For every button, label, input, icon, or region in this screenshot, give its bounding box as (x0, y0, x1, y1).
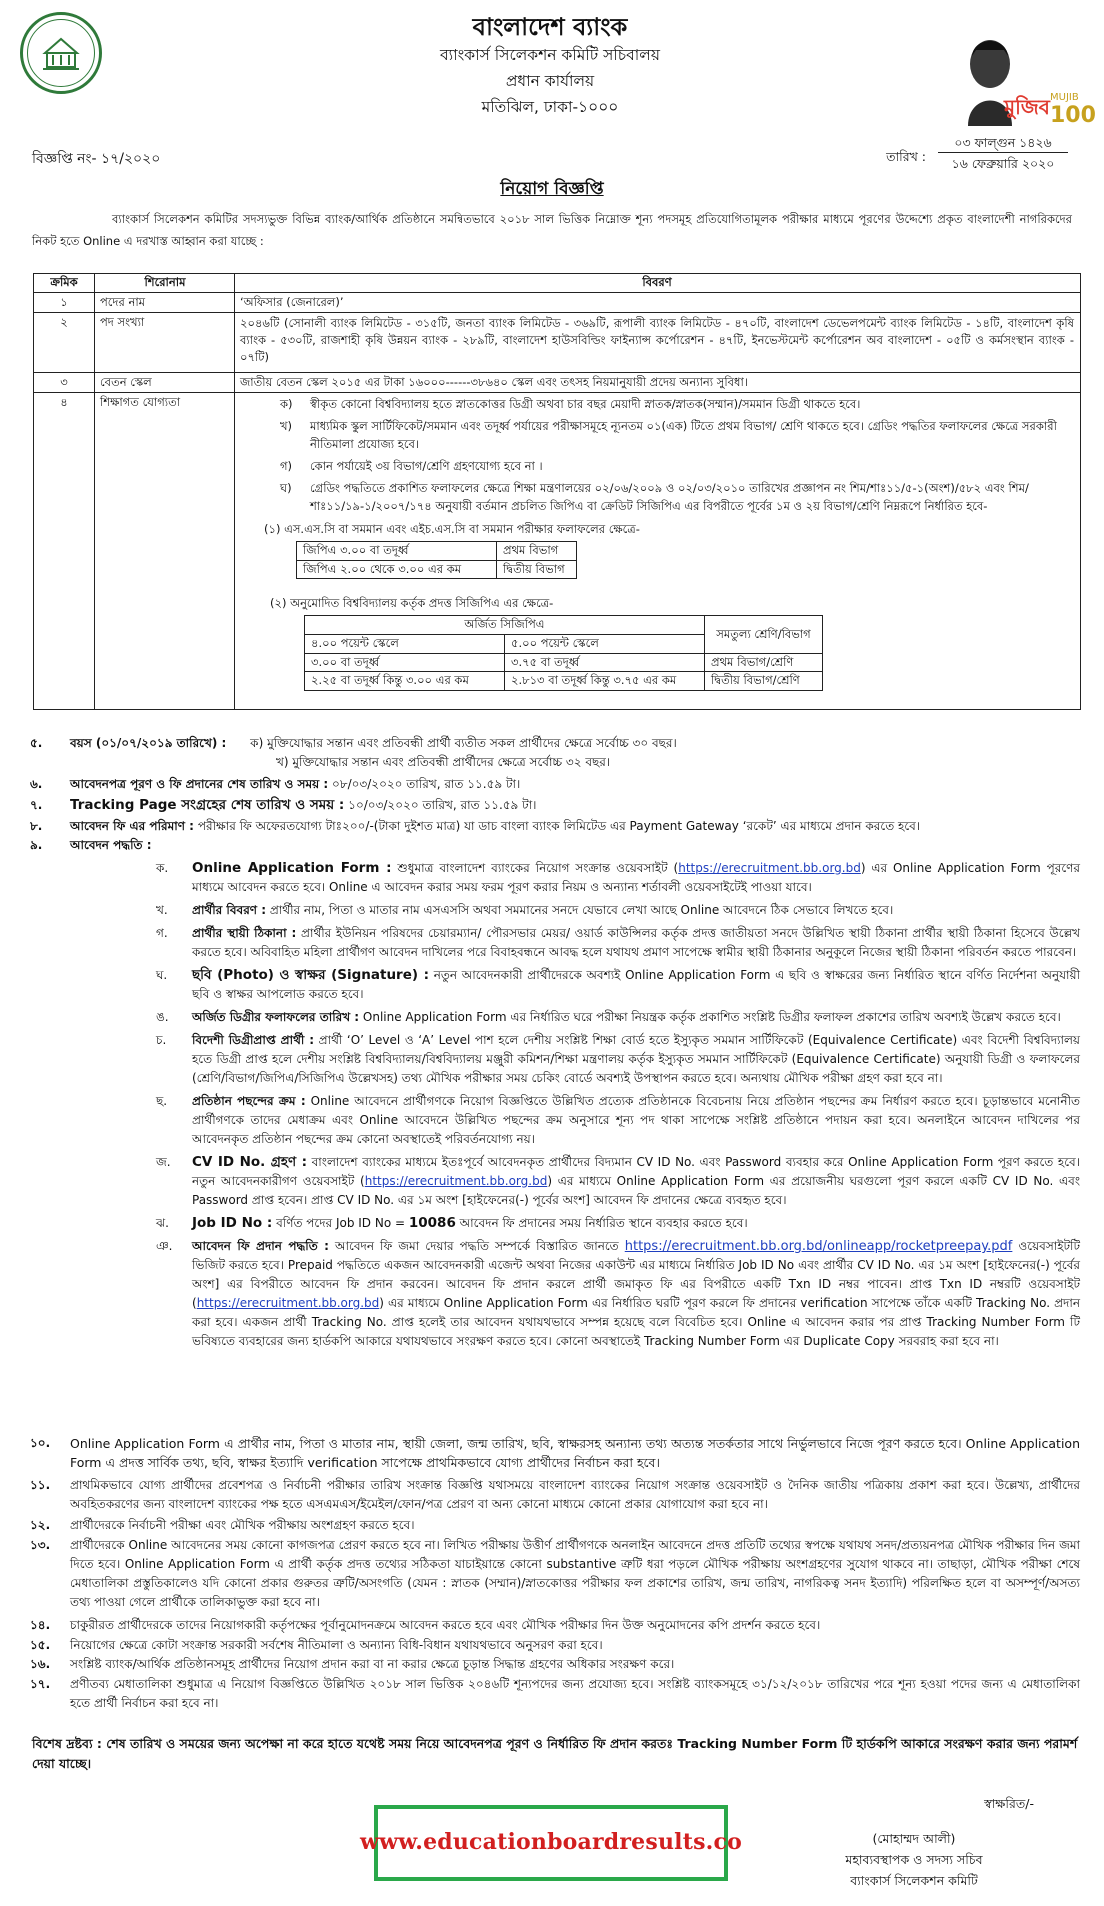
date-bangla: ০৩ ফাল্গুন ১৪২৬ (938, 134, 1068, 153)
row-desc: জাতীয় বেতন স্কেল ২০১৫ এর টাকা ১৬০০০------৩৮৬৪০ স্কেল এবং তৎসহ নিয়মানুযায়ী প্রদেয় অন্যান্য সুবিধা। (240, 375, 748, 389)
section-10: ১০. Online Application Form এ প্রার্থীর নাম, পিতা ও মাতার নাম, স্থায়ী জেলা, জন্ম তারিখ, ছবি, স্বাক্ষরসহ অন্যান্য তথ্য অত্যন্ত সতর্কতার সাথে নির্ভুলভাবে নিজে পূরণ করতে হবে। Online Application Form এ প্রদত্ত সার্বিক তথ্য, ছবি, স্বাক্ষর ইত্যাদি verification সাপেক্ষে প্রাথমিকভাবে যোগ্য প্রার্থীদের নির্বাচন করা হবে। (30, 1436, 1080, 1470)
list-item: জ. CV ID No. গ্রহণ : বাংলাদেশ ব্যাংকের মাধ্যমে ইতঃপূর্বে আবেদনকৃত প্রার্থীদের বিদ্যমান CV ID No. এবং Password ব্যবহার করে Online Application Form পূরণ করতে হবে। নতুন আবেদনকারীগণ ওয়েবসাইট (https://erecruitment.bb.org.bd) এর মাধ্যমে Online Application Form এর প্রয়োজনীয় ঘরগুলো পূরণ করলে একটি CV ID No. এবং Password প্রাপ্ত হবেন। প্রাপ্ত CV ID No. এর ১ম অংশ [হাইফেনের(-) পূর্বের অংশ] আবেদন ফি প্রদানের ক্ষেত্রে ব্যবহৃত হবে। (156, 1154, 1080, 1207)
erecruitment-link[interactable]: https://erecruitment.bb.org.bd (196, 1296, 380, 1310)
table-row (34, 312, 1080, 372)
section-11: ১১. প্রাথমিকভাবে যোগ্য প্রার্থীদের প্রবেশপত্র ও নির্বাচনী পরীক্ষার তারিখ সংক্রান্ত বিজ্ঞপ্তি যথাসময়ে বাংলাদেশ ব্যাংকের নিয়োগ সংক্রান্ত ওয়েবসাইট ও দৈনিক জাতীয় পত্রিকায় প্রকাশ করা হবে। উল্লেখ্য, প্রার্থীদের অবহিতকরণের জন্য বাংলাদেশ ব্যাংকের পক্ষ হতে এসএমএস/ইমেইল/ফোন/পত্র প্রেরণ বা অন্য কোনো মাধ্যমে কোনো প্রকার যোগাযোগ করা হবে না। (30, 1478, 1080, 1511)
list-item: ঘ. ছবি (Photo) ও স্বাক্ষর (Signature) : নতুন আবেদনকারী প্রার্থীদেরকে অবশ্যই Online Application Form এ ছবি ও স্বাক্ষরের জন্য নির্ধারিত স্থানে বর্ণিত নির্দেশনা অনুযায়ী ছবি ও স্বাক্ষর আপলোড করতে হবে। (156, 967, 1081, 1001)
post-details-table (33, 273, 1081, 710)
ssc-heading: (১) এস.এস.সি বা সমমান এবং এইচ.এস.সি বা সমমান পরীক্ষার ফলাফলের ক্ষেত্রে- (264, 522, 640, 536)
org-name: বাংলাদেশ ব্যাংক (472, 13, 628, 41)
cgpa-table: অর্জিত সিজিপিএ সমতুল্য শ্রেণি/বিভাগ ৪.০০ পয়েন্ট স্কেলে ৫.০০ পয়েন্ট স্কেলে ৩.০০ বা তদূর্ধ্ব ৩.৭৫ বা তদূর্ধ্ব প্রথম বিভাগ/শ্রেণি ২.২৫ বা তদূর্ধ্ব কিন্তু ৩.০০ এর কম ২.৮১৩ বা তদূর্ধ্ব কিন্তু ৩.৭৫ এর কম দ্বিতীয় বিভাগ/শ্রেণি (304, 615, 823, 691)
mujib-centenary-logo (938, 22, 1096, 128)
date-label: তারিখ : (886, 149, 926, 164)
section-13: ১৩. প্রার্থীদেরকে Online আবেদনের সময় কোনো কাগজপত্র প্রেরণ করতে হবে না। লিখিত পরীক্ষায় উত্তীর্ণ প্রার্থীগণকে অনলাইন আবেদনে প্রদত্ত প্রতিটি তথ্যের স্বপক্ষে যথাযথ সনদ/প্রত্যয়নপত্র মৌখিক পরীক্ষার দিন জমা দিতে হবে। Online Application Form এ প্রার্থী কর্তৃক প্রদত্ত তথ্যের সঠিকতা যাচাইয়ান্তে কোনো substantive ত্রুটি ধরা পড়লে মৌখিক পরীক্ষায় অংশগ্রহণের সুযোগ থাকবে না। তাছাড়া, মৌখিক পরীক্ষা শেষে মেধাতালিকা প্রস্তুতিকালেও যদি কোনো প্রকার গুরুতর ত্রুটি/অসংগতি (যেমন : স্নাতক (সম্মান)/স্নাতকোত্তর পরীক্ষার ফল প্রকাশের তারিখ, জন্ম তারিখ, নাগরিকত্ব সনদ ইত্যাদি) পরিলক্ষিত হলে বা অসম্পূর্ণ/অসত্য তথ্য পাওয়া গেলে প্রার্থীকে তালিকাভুক্ত করা হবে না। (30, 1538, 1080, 1609)
erecruitment-link[interactable]: https://erecruitment.bb.org.bd (364, 1174, 548, 1188)
ssc-grade-table: জিপিএ ৩.০০ বা তদূর্ধ্ব প্রথম বিভাগ জিপিএ ২.০০ থেকে ৩.০০ এর কম দ্বিতীয় বিভাগ (296, 541, 577, 579)
list-item: ঙ. অর্জিত ডিগ্রীর ফলাফলের তারিখ : Online Application Form এর নির্ধারিত ঘরে পরীক্ষা নিয়ন্ত্রক কর্তৃক প্রকাশিত সংশ্লিষ্ট ডিগ্রীর ফলাফল প্রকাশের তারিখ অবশ্যই উল্লেখ করতে হবে। (156, 1010, 1061, 1024)
list-item: ক. Online Application Form : শুধুমাত্র বাংলাদেশ ব্যাংকের নিয়োগ সংক্রান্ত ওয়েবসাইট (https://erecruitment.bb.org.bd) এর Online Application Form পূরণের মাধ্যমে আবেদন করতে হবে। Online এ আবেদন করার সময় ফরম পূরণ করার নিয়ম ও অন্যান্য শর্তাবলী ওয়েবসাইটেই পাওয়া যাবে। (156, 860, 1081, 894)
bank-emblem-icon (39, 31, 83, 75)
table-row (34, 292, 1080, 312)
special-note: বিশেষ দ্রষ্টব্য : শেষ তারিখ ও সময়ের জন্য অপেক্ষা না করে হাতে যথেষ্ট সময় নিয়ে আবেদনপত্র পূরণ ও নির্ধারিত ফি প্রদান করতঃ Tracking Number Form টি হার্ডকপি আকারে সংরক্ষণ করার জন্য পরামর্শ দেয়া যাচ্ছে। (32, 1736, 1078, 1771)
list-item: গ) কোন পর্যায়েই ৩য় বিভাগ/শ্রেণি গ্রহণযোগ্য হবে না । (280, 459, 543, 473)
svg-text:MUJIB: MUJIB (1050, 92, 1079, 103)
section-15: ১৫. নিয়োগের ক্ষেত্রে কোটা সংক্রান্ত সরকারী সর্বশেষ নীতিমালা ও অন্যান্য বিধি-বিধান যথাযথভাবে অনুসরণ করা হবে। (30, 1638, 603, 1652)
row-title: বেতন স্কেল (100, 375, 152, 389)
notice-number: বিজ্ঞপ্তি নং- ১৭/২০২০ (32, 151, 161, 167)
col-serial-header: ক্রমিক (50, 275, 78, 289)
section-fee: ৮. আবেদন ফি এর পরিমাণ : পরীক্ষার ফি অফেরতযোগ্য টাঃ২০০/-(টাকা দুইশত মাত্র) যা ডাচ বাংলা ব্যাংক লিমিটেড এর Payment Gateway ‘রকেট’ এর মাধ্যমে প্রদান করতে হবে। (30, 819, 921, 833)
row-title: শিক্ষাগত যোগ্যতা (100, 395, 181, 409)
list-item: ঞ. আবেদন ফি প্রদান পদ্ধতি : আবেদন ফি জমা দেয়ার পদ্ধতি সম্পর্কে বিস্তারিত জানতে https://erecruitment.bb.org.bd/onlineapp/rocketpreepay.pdf ওয়েবসাইটটি ভিজিট করতে হবে। Prepaid পদ্ধতিতে একজন আবেদনকারী এজেন্ট অথবা নিজের একাউন্ট এর মাধ্যমে নির্ধারিত Job ID No এবং প্রার্থীর CV ID No. এর ১ম অংশ [হাইফেনের(-) পূর্বের অংশ] এর বিপরীতে আবেদন ফি প্রদান করবেন। আবেদন ফি প্রদান করলে প্রার্থী জমাকৃত ফি এর বিপরীতে একটি Txn ID নম্বর পাবেন। প্রাপ্ত Txn ID নম্বরটি ওয়েবসাইট (https://erecruitment.bb.org.bd) এর মাধ্যমে Online Application Form এর নির্ধারিত ঘরটি পূরণ করলে ফি প্রদানের verification সাপেক্ষে তাঁকে একটি Tracking No. প্রদান করা হবে। একজন প্রার্থী Tracking No. প্রাপ্ত হলেই তার আবেদন যথাযথভাবে সম্পন্ন হয়েছে বলে বিবেচিত হবে। Online এ আবেদন করার পর প্রাপ্ত Tracking Number Form টি ভবিষ্যতে ব্যবহারের জন্য হার্ডকপি আকারে যথাযথভাবে সংরক্ষণ করতে হবে। কোনো অবস্থাতেই Tracking Number Form এর Duplicate Copy সরবরাহ করা হবে না। (156, 1239, 1080, 1348)
svg-text:100: 100 (1050, 103, 1096, 128)
table-row-qualification (34, 392, 1080, 710)
signatory-designation: মহাব্যবস্থাপক ও সদস্য সচিব (845, 1852, 983, 1867)
list-item: ঝ. Job ID No : বর্ণিত পদের Job ID No = 10086 আবেদন ফি প্রদানের সময় নির্ধারিত স্থানে ব্যবহার করতে হবে। (156, 1215, 748, 1231)
page-title: নিয়োগ বিজ্ঞপ্তি (500, 179, 604, 199)
office-name: প্রধান কার্যালয় (505, 72, 595, 90)
watermark-text: www.educationboardresults.co (360, 1829, 742, 1856)
list-item: চ. বিদেশী ডিগ্রীপ্রাপ্ত প্রার্থী : প্রার্থী ‘O’ Level ও ‘A’ Level পাশ হলে দেশীয় সংশ্লিষ্ট শিক্ষা বোর্ড হতে ইস্যুকৃত সমমান সার্টিফিকেট (Equivalence Certificate) এবং বিদেশী বিশ্ববিদ্যালয় হতে ডিগ্রী প্রাপ্ত হলে দেশীয় সংশ্লিষ্ট বিশ্ববিদ্যালয়/বিশ্ববিদ্যালয় মঞ্জুরী কমিশন/শিক্ষা মন্ত্রণালয় কর্তৃক ইস্যুকৃত সমমান সার্টিফিকেট (Equivalence Certificate) অনুযায়ী ডিগ্রী ও ফলাফলের (শ্রেণি/বিভাগ/জিপিএ/সিজিপিএ উল্লেখসহ) তথ্য মৌখিক পরীক্ষার সময় চেকিং বোর্ডে অবশ্যই উপস্থাপন করতে হবে। অন্যথায় মৌখিক পরীক্ষা গ্রহণ করা হবে না। (156, 1033, 1080, 1085)
uni-heading: (২) অনুমোদিত বিশ্ববিদ্যালয় কর্তৃক প্রদত্ত সিজিপিএ এর ক্ষেত্রে- (270, 596, 554, 611)
section-application-method: ৯. আবেদন পদ্ধতি : ক. Online Application Form : শুধুমাত্র বাংলাদেশ ব্যাংকের নিয়োগ সংক্রান্ত ওয়েবসাইট (https://erecruitment.bb.org.bd) এর Online Application Form পূরণের মাধ্যমে আবেদন করতে হবে। Online এ আবেদন করার সময় ফরম পূরণ করার নিয়ম ও অন্যান্য শর্তাবলী ওয়েবসাইটেই পাওয়া যাবে। খ. প্রার্থীর বিবরণ : প্রার্থীর নাম, পিতা ও মাতার নাম এসএসসি অথবা সমমানের সনদে যেভাবে লেখা আছে Online আবেদনে ঠিক সেভাবে লিখতে হবে। গ. প্রার্থীর স্থায়ী ঠিকানা : প্রার্থীর ইউনিয়ন পরিষদের চেয়ারম্যান/ পৌরসভার মেয়র/ ওয়ার্ড কাউন্সিলর কর্তৃক প্রদত্ত জাতীয়তা সনদে উল্লিখিত স্থায়ী ঠিকানা প্রার্থীর স্থায়ী ঠিকানা হিসেবে উল্লেখ করতে হবে। অবিবাহিত মহিলা প্রার্থীগণ আবেদন দাখিলের পরে বিবাহবন্ধনে আবদ্ধ হলে যথাযথ প্রমাণ সাপেক্ষে স্বামীর স্থায়ী ঠিকানার অনুকূলে নিজের স্থায়ী ঠিকানা পরিবর্তন করতে পারবেন। ঘ. ছবি (Photo) ও স্বাক্ষর (Signature) : নতুন আবেদনকারী প্রার্থীদেরকে অবশ্যই Online Application Form এ ছবি ও স্বাক্ষরের জন্য নির্ধারিত স্থানে বর্ণিত নির্দেশনা অনুযায়ী ছবি ও স্বাক্ষর আপলোড করতে হবে। ঙ. অর্জিত ডিগ্রীর ফলাফলের তারিখ : Online Application Form এর নির্ধারিত ঘরে পরীক্ষা নিয়ন্ত্রক কর্তৃক প্রকাশিত সংশ্লিষ্ট ডিগ্রীর ফলাফল প্রকাশের তারিখ অবশ্যই উল্লেখ করতে হবে। চ. বিদেশী ডিগ্রীপ্রাপ্ত প্রার্থী : প্রার্থী ‘O’ Level ও ‘A’ Level পাশ হলে দেশীয় সংশ্লিষ্ট শিক্ষা বোর্ড হতে ইস্যুকৃত সমমান সার্টিফিকেট (Equivalence Certificate) এবং বিদেশী বিশ্ববিদ্যালয় হতে ডিগ্রী প্রাপ্ত হলে দেশীয় সংশ্লিষ্ট বিশ্ববিদ্যালয়/বিশ্ববিদ্যালয় মঞ্জুরী কমিশন/শিক্ষা মন্ত্রণালয় কর্তৃক ইস্যুকৃত সমমান সার্টিফিকেট (Equivalence Certificate) অনুযায়ী ডিগ্রী ও ফলাফলের (শ্রেণি/বিভাগ/জিপিএ/সিজিপিএ উল্লেখসহ) তথ্য মৌখিক পরীক্ষার সময় চেকিং বোর্ডে অবশ্যই উপস্থাপন করতে হবে। অন্যথায় মৌখিক পরীক্ষা গ্রহণ করা হবে না। ছ. প্রতিষ্ঠান পছন্দের ক্রম : Online আবেদনে প্রার্থীগণকে নিয়োগ বিজ্ঞপ্তিতে উল্লিখিত প্রত্যেক প্রতিষ্ঠানকে বিবেচনায় নিয়ে প্রতিষ্ঠান পছন্দের ক্রম নির্ধারণ করতে হবে। চূড়ান্তভাবে মনোনীত প্রার্থীগণকে তাদের মেধাক্রম এবং Online আবেদনে উল্লিখিত পছন্দের ক্রম অনুসারে শূন্য পদ থাকা সাপেক্ষে সংশ্লিষ্ট প্রতিষ্ঠানে পদায়ন করা হবে। অনলাইনে আবেদন দাখিলের পর আবেদনকৃত প্রতিষ্ঠান পছন্দের ক্রম কোনো অবস্থাতেই পরিবর্তনযোগ্য নয়। জ. CV ID No. গ্রহণ : বাংলাদেশ ব্যাংকের মাধ্যমে ইতঃপূর্বে আবেদনকৃত প্রার্থীদের বিদ্যমান CV ID No. এবং Password ব্যবহার করে Online Application Form পূরণ করতে হবে। নতুন আবেদনকারীগণ ওয়েবসাইট (https://erecruitment.bb.org.bd) এর মাধ্যমে Online Application Form এর প্রয়োজনীয় ঘরগুলো পূরণ করলে একটি CV ID No. এবং Password প্রাপ্ত হবেন। প্রাপ্ত CV ID No. এর ১ম অংশ [হাইফেনের(-) পূর্বের অংশ] আবেদন ফি প্রদানের ক্ষেত্রে ব্যবহৃত হবে। ঝ. Job ID No : বর্ণিত পদের Job ID No = 10086 আবেদন ফি প্রদানের সময় নির্ধারিত স্থানে ব্যবহার করতে হবে। ঞ. আবেদন ফি প্রদান পদ্ধতি : আবেদন ফি জমা দেয়ার পদ্ধতি সম্পর্কে বিস্তারিত জানতে https://erecruitment.bb.org.bd/onlineapp/rocketpreepay.pdf ওয়েবসাইটটি ভিজিট করতে হবে। Prepaid পদ্ধতিতে একজন আবেদনকারী এজেন্ট অথবা নিজের একাউন্ট এর মাধ্যমে নির্ধারিত Job ID No এবং প্রার্থীর CV ID No. এর ১ম অংশ [হাইফেনের(-) পূর্বের অংশ] এর বিপরীতে আবেদন ফি প্রদান করবেন। আবেদন ফি প্রদান করলে প্রার্থী জমাকৃত ফি এর বিপরীতে একটি Txn ID নম্বর পাবেন। প্রাপ্ত Txn ID নম্বরটি ওয়েবসাইট (https://erecruitment.bb.org.bd) এর মাধ্যমে Online Application Form এর নির্ধারিত ঘরটি পূরণ করলে ফি প্রদানের verification সাপেক্ষে তাঁকে একটি Tracking No. প্রদান করা হবে। একজন প্রার্থী Tracking No. প্রাপ্ত হলেই তার আবেদন যথাযথভাবে সম্পন্ন হয়েছে বলে বিবেচিত হবে। Online এ আবেদন করার পর প্রাপ্ত Tracking Number Form টি ভবিষ্যতে ব্যবহারের জন্য হার্ডকপি আকারে যথাযথভাবে সংরক্ষণ করতে হবে। কোনো অবস্থাতেই Tracking Number Form এর Duplicate Copy সরবরাহ করা হবে না। (30, 836, 1080, 1355)
watermark-banner (360, 1805, 742, 1881)
col-desc-header: বিবরণ (642, 275, 672, 289)
row-desc: ‘অফিসার (জেনারেল)’ (240, 295, 344, 309)
row-serial: ৩ (60, 375, 68, 389)
table-row (34, 372, 1080, 392)
qualification-list (240, 395, 1074, 691)
section-age: ৫. বয়স (০১/০৭/২০১৯ তারিখে) : ক) মুক্তিযোদ্ধার সন্তান এবং প্রতিবন্ধী প্রার্থী ব্যতীত সকল প্রার্থীদের ক্ষেত্রে সর্বোচ্চ ৩০ বছর। খ) মুক্তিযোদ্ধার সন্তান এবং প্রতিবন্ধী প্রার্থীদের ক্ষেত্রে সর্বোচ্চ ৩২ বছর। (30, 736, 677, 769)
row-desc: ২০৪৬টি (সোনালী ব্যাংক লিমিটেড - ৩১৫টি, জনতা ব্যাংক লিমিটেড - ৩৬৯টি, রূপালী ব্যাংক লিমিটেড - ৪৭০টি, বাংলাদেশ ডেভেলপমেন্ট ব্যাংক লিমিটেড - ১৪টি, বাংলাদেশ কৃষি ব্যাংক - ৫৩০টি, রাজশাহী কৃষি উন্নয়ন ব্যাংক - ২৮৯টি, বাংলাদেশ হাউসবিল্ডিং ফাইন্যান্স কর্পোরেশন - ৪৭টি, ইনভেস্টমেন্ট কর্পোরেশন অব বাংলাদেশ - ০৫টি ও কর্মসংস্থান ব্যাংক - ০৭টি) (240, 316, 1074, 364)
list-item: খ. প্রার্থীর বিবরণ : প্রার্থীর নাম, পিতা ও মাতার নাম এসএসসি অথবা সমমানের সনদে যেভাবে লেখা আছে Online আবেদনে ঠিক সেভাবে লিখতে হবে। (156, 903, 894, 917)
row-title: পদের নাম (100, 295, 146, 309)
row-serial: ২ (60, 315, 68, 329)
signatory-committee: ব্যাংকার্স সিলেকশন কমিটি (850, 1873, 978, 1888)
rocket-prepay-link[interactable]: https://erecruitment.bb.org.bd/onlineapp/rocketpreepay.pdf (624, 1239, 1013, 1254)
job-id-value: 10086 (408, 1215, 456, 1231)
signatory-name: (মোহাম্মদ আলী) (872, 1831, 956, 1846)
list-item: ঘ) গ্রেডিং পদ্ধতিতে প্রকাশিত ফলাফলের ক্ষেত্রে শিক্ষা মন্ত্রণালয়ের ০২/০৬/২০০৯ ও ০২/০৩/২০১০ তারিখের প্রজ্ঞাপন নং শিম/শাঃ১১/৫-১(অংশ)/৫৮২ এবং শিম/শাঃ১১/১৯-১/২০০৭/১৭৪ অনুযায়ী বর্তমান প্রচলিত জিপিএ বা ক্রেডিট সিজিপিএ এর বিপরীতে পূর্বের ১ম ও ২য় বিভাগ/শ্রেণি নিম্নরূপে নির্ধারিত হবে- (280, 481, 1029, 513)
letterhead (300, 12, 800, 120)
erecruitment-link[interactable]: https://erecruitment.bb.org.bd (678, 861, 861, 875)
col-title-header: শিরোনাম (144, 275, 186, 289)
row-title: পদ সংখ্যা (100, 315, 145, 329)
section-tracking: ৭. Tracking Page সংগ্রহের শেষ তারিখ ও সময় : ১০/০৩/২০২০ তারিখ, রাত ১১.৫৯ টা। (30, 797, 537, 813)
date-english: ১৬ ফেব্রুয়ারি ২০২০ (951, 156, 1055, 171)
section-16: ১৬. সংশ্লিষ্ট ব্যাংক/আর্থিক প্রতিষ্ঠানসমূহ প্রার্থীদের নিয়োগ প্রদান করা বা না করার ক্ষেত্রে চূড়ান্ত সিদ্ধান্ত গ্রহণের অধিকার সংরক্ষণ করে। (30, 1657, 675, 1671)
notice-date (886, 134, 1068, 172)
list-item: খ) মাধ্যমিক স্কুল সার্টিফিকেট/সমমান এবং তদূর্ধ্ব পর্যায়ের পরীক্ষাসমূহে ন্যূনতম ০১(এক) টিতে প্রথম বিভাগ/ শ্রেণি থাকতে হবে। গ্রেডিং পদ্ধতির ফলাফলের ক্ষেত্রে সরকারী নীতিমালা প্রযোজ্য হবে। (280, 419, 1057, 451)
secretariat-name: ব্যাংকার্স সিলেকশন কমিটি সচিবালয় (440, 46, 660, 64)
bangladesh-bank-logo (20, 12, 102, 94)
mujib-text: মুজিব (1004, 95, 1050, 119)
list-item: ছ. প্রতিষ্ঠান পছন্দের ক্রম : Online আবেদনে প্রার্থীগণকে নিয়োগ বিজ্ঞপ্তিতে উল্লিখিত প্রত্যেক প্রতিষ্ঠানকে বিবেচনায় নিয়ে প্রতিষ্ঠান পছন্দের ক্রম নির্ধারণ করতে হবে। চূড়ান্তভাবে মনোনীত প্রার্থীগণকে তাদের মেধাক্রম এবং Online আবেদনে উল্লিখিত পছন্দের ক্রম অনুসারে শূন্য পদ থাকা সাপেক্ষে সংশ্লিষ্ট প্রতিষ্ঠানে পদায়ন করা হবে। অনলাইনে আবেদন দাখিলের পর আবেদনকৃত প্রতিষ্ঠান পছন্দের ক্রম কোনো অবস্থাতেই পরিবর্তনযোগ্য নয়। (156, 1094, 1081, 1146)
section-deadline: ৬. আবেদনপত্র পূরণ ও ফি প্রদানের শেষ তারিখ ও সময় : ০৮/০৩/২০২০ তারিখ, রাত ১১.৫৯ টা। (30, 777, 521, 791)
section-17: ১৭. প্রণীতব্য মেধাতালিকা শুধুমাত্র এ নিয়োগ বিজ্ঞপ্তিতে উল্লিখিত ২০১৮ সাল ভিত্তিক ২০৪৬টি শূন্যপদের জন্য প্রযোজ্য হবে। সংশ্লিষ্ট ব্যাংকসমূহে ৩১/১২/২০১৮ তারিখের পরে শূন্য হওয়া পদের জন্য এ মেধাতালিকা হতে প্রার্থী নির্বাচন করা হবে না। (30, 1677, 1080, 1710)
office-address: মতিঝিল, ঢাকা-১০০০ (481, 98, 619, 116)
signature-block (784, 1793, 1044, 1891)
table-header-row (34, 274, 1080, 292)
list-item: গ. প্রার্থীর স্থায়ী ঠিকানা : প্রার্থীর ইউনিয়ন পরিষদের চেয়ারম্যান/ পৌরসভার মেয়র/ ওয়ার্ড কাউন্সিলর কর্তৃক প্রদত্ত জাতীয়তা সনদে উল্লিখিত স্থায়ী ঠিকানা প্রার্থীর স্থায়ী ঠিকানা হিসেবে উল্লেখ করতে হবে। অবিবাহিত মহিলা প্রার্থীগণ আবেদন দাখিলের পরে বিবাহবন্ধনে আবদ্ধ হলে যথাযথ প্রমাণ সাপেক্ষে স্বামীর স্থায়ী ঠিকানার অনুকূলে নিজের স্থায়ী ঠিকানা পরিবর্তন করতে পারবেন। (156, 926, 1080, 959)
section-12: ১২. প্রার্থীদেরকে নির্বাচনী পরীক্ষা এবং মৌখিক পরীক্ষায় অংশগ্রহণ করতে হবে। (30, 1518, 415, 1532)
intro-paragraph: ব্যাংকার্স সিলেকশন কমিটির সদস্যভুক্ত বিভিন্ন ব্যাংক/আর্থিক প্রতিষ্ঠানে সমন্বিতভাবে ২০১৮ সাল ভিত্তিক নিম্নোক্ত শূন্য পদসমূহ প্রতিযোগিতামূলক পরীক্ষার মাধ্যমে পূরণের উদ্দেশ্যে প্রকৃত বাংলাদেশী নাগরিকদের নিকট হতে Online এ দরখাস্ত আহ্বান করা যাচ্ছে : (32, 212, 1072, 248)
list-item: ক) স্বীকৃত কোনো বিশ্ববিদ্যালয় হতে স্নাতকোত্তর ডিগ্রী অথবা চার বছর মেয়াদী স্নাতক/স্নাতক(সম্মান)/সমমান ডিগ্রী থাকতে হবে। (280, 397, 861, 411)
row-serial: ৪ (60, 395, 68, 409)
section-14: ১৪. চাকুরীরত প্রার্থীদেরকে তাদের নিয়োগকারী কর্তৃপক্ষের পূর্বানুমোদনক্রমে আবেদন করতে হবে এবং মৌখিক পরীক্ষার দিন উক্ত অনুমোদনের কপি প্রদর্শন করতে হবে। (30, 1618, 821, 1632)
row-serial: ১ (60, 295, 68, 309)
signed-label: স্বাক্ষরিত/- (984, 1796, 1034, 1811)
